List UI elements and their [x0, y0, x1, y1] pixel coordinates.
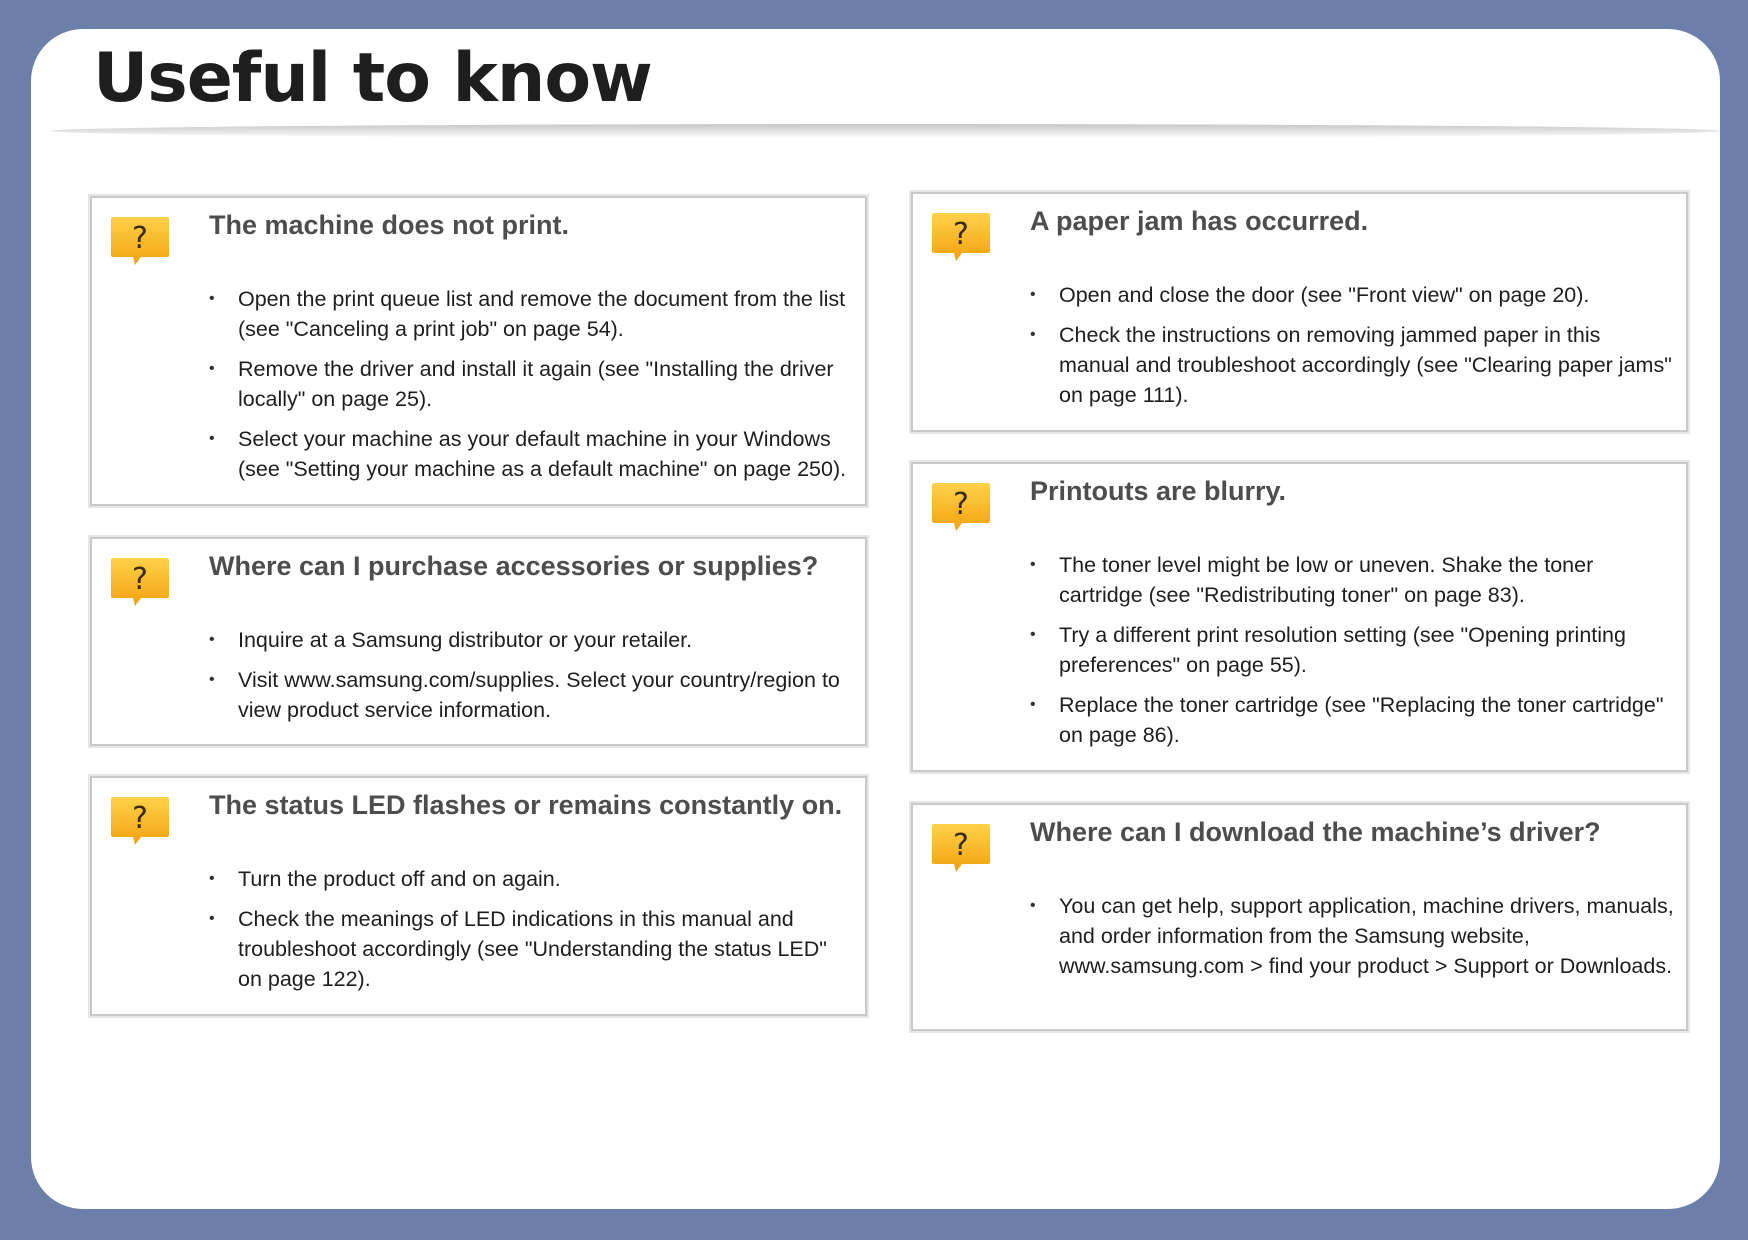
- svg-text:?: ?: [132, 801, 148, 836]
- card-list: [1030, 280, 1676, 420]
- card-title: Where can I download the machine’s driver?: [1030, 817, 1601, 847]
- card-title: The machine does not print.: [209, 210, 570, 240]
- list-item: • Try a different print resolution setting (see "Opening printing preferences" on page 55).: [1030, 620, 1676, 680]
- card-list: [1030, 550, 1676, 760]
- faq-card-download-driver: [911, 803, 1688, 1031]
- page-title: Useful to know: [93, 39, 652, 118]
- card-list: [209, 864, 855, 1004]
- list-item: • Check the instructions on removing jammed paper in this manual and troubleshoot accordingly (see "Clearing paper jams" on page 111).: [1030, 320, 1676, 410]
- faq-card-blurry-printouts: [911, 462, 1688, 772]
- list-item: • Open and close the door (see "Front view" on page 20).: [1030, 280, 1676, 310]
- list-item: • Replace the toner cartridge (see "Replacing the toner cartridge" on page 86).: [1030, 690, 1676, 750]
- faq-card-status-led: [90, 776, 867, 1016]
- card-title: The status LED flashes or remains constantly on.: [209, 790, 843, 820]
- question-icon: [930, 481, 992, 531]
- question-icon: [930, 211, 992, 261]
- question-icon: [930, 822, 992, 872]
- list-item: • The toner level might be low or uneven. Shake the toner cartridge (see "Redistributing toner" on page 83).: [1030, 550, 1676, 610]
- list-item: • Turn the product off and on again.: [209, 864, 855, 894]
- faq-card-purchase-accessories: [90, 537, 867, 746]
- list-item: • Visit www.samsung.com/supplies. Select your country/region to view product service information.: [209, 665, 855, 725]
- list-item: • You can get help, support application, machine drivers, manuals, and order information from the Samsung website, www.samsung.com > find your product > Support or Downloads.: [1030, 891, 1676, 981]
- card-list: [1030, 891, 1676, 991]
- faq-card-machine-not-print: [90, 196, 867, 506]
- faq-card-paper-jam: [911, 192, 1688, 432]
- list-item: • Open the print queue list and remove the document from the list (see "Canceling a print job" on page 54).: [209, 284, 855, 344]
- card-title: Where can I purchase accessories or supplies?: [209, 551, 819, 581]
- svg-text:?: ?: [953, 487, 969, 522]
- svg-text:?: ?: [953, 828, 969, 863]
- svg-text:?: ?: [132, 221, 148, 256]
- card-list: [209, 284, 855, 494]
- page-sheet: [31, 29, 1720, 1209]
- list-item: • Inquire at a Samsung distributor or your retailer.: [209, 625, 855, 655]
- title-divider: [51, 124, 1720, 138]
- list-item: • Check the meanings of LED indications in this manual and troubleshoot accordingly (see "Understanding the status LED" on page 122).: [209, 904, 855, 994]
- question-icon: [109, 556, 171, 606]
- card-list: [209, 625, 855, 735]
- list-item: • Select your machine as your default machine in your Windows (see "Setting your machine as a default machine" on page 250).: [209, 424, 855, 484]
- card-title: Printouts are blurry.: [1030, 476, 1287, 506]
- list-item: • Remove the driver and install it again (see "Installing the driver locally" on page 25).: [209, 354, 855, 414]
- question-icon: [109, 795, 171, 845]
- svg-text:?: ?: [132, 562, 148, 597]
- question-icon: [109, 215, 171, 265]
- card-title: A paper jam has occurred.: [1030, 206, 1369, 236]
- svg-text:?: ?: [953, 217, 969, 252]
